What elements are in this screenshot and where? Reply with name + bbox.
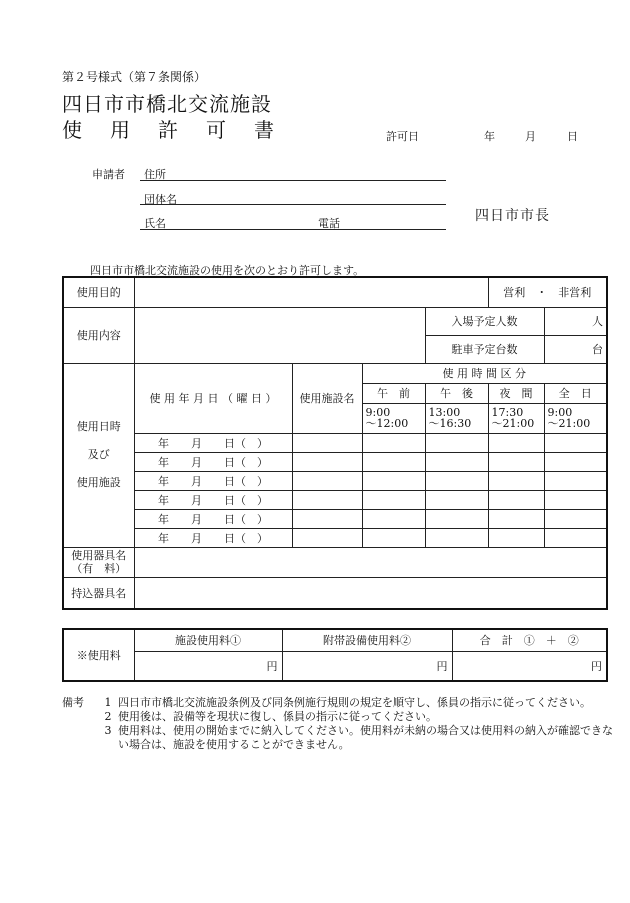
note-text: 使用後は、設備等を現状に復し、係員の指示に従ってください。 xyxy=(118,710,437,723)
slot-time xyxy=(488,403,544,433)
date-day-label: 日 xyxy=(567,130,578,143)
slot-cell[interactable] xyxy=(488,433,544,452)
parking-field[interactable] xyxy=(544,335,607,363)
permit-date-label: 許可日 xyxy=(386,130,419,143)
attendees-field[interactable] xyxy=(544,307,607,335)
date-row xyxy=(63,433,607,452)
slot-name: 夜 間 xyxy=(488,383,544,403)
title-char: 使 xyxy=(62,118,82,142)
fee-table xyxy=(62,628,608,682)
slot-cell[interactable] xyxy=(544,433,607,452)
applicant-label: 申請者 xyxy=(92,168,125,181)
date-cell[interactable]: 年 月 日（ ） xyxy=(134,433,292,452)
address-field[interactable] xyxy=(140,180,446,181)
datetime-label-line: 使用日時 xyxy=(76,420,121,433)
group-field[interactable] xyxy=(140,204,446,205)
slot-cell[interactable] xyxy=(362,528,425,547)
note-text: 四日市市橋北交流施設条例及び同条例施行規則の規定を順守し、係員の指示に従ってください。 xyxy=(118,696,591,709)
slot-cell[interactable] xyxy=(362,509,425,528)
facility-cell[interactable] xyxy=(292,471,362,490)
slot-cell[interactable] xyxy=(362,452,425,471)
date-cell[interactable]: 年 月 日（ ） xyxy=(134,528,292,547)
slot-cell[interactable] xyxy=(362,433,425,452)
slot-time xyxy=(544,403,607,433)
attendees-label: 入場予定人数 xyxy=(425,307,544,335)
date-year-label: 年 xyxy=(484,130,495,143)
slot-cell[interactable] xyxy=(425,471,488,490)
note-item xyxy=(62,696,622,710)
brought-field[interactable] xyxy=(134,577,607,609)
purpose-field[interactable] xyxy=(134,277,488,307)
equipment-label-line: 使用器具名 xyxy=(71,549,127,562)
notes xyxy=(62,696,622,752)
date-cell[interactable]: 年 月 日（ ） xyxy=(134,490,292,509)
date-row xyxy=(63,528,607,547)
purpose-label: 使用目的 xyxy=(63,277,134,307)
slot-name: 午 前 xyxy=(362,383,425,403)
yen-unit: 円 xyxy=(591,659,602,673)
slot-cell[interactable] xyxy=(362,471,425,490)
title-char: 許 xyxy=(158,118,178,142)
facility-cell[interactable] xyxy=(292,528,362,547)
brought-label: 持込器具名 xyxy=(63,577,134,609)
yen-unit: 円 xyxy=(436,659,448,673)
slot-start: 13:00 xyxy=(428,406,461,419)
slot-cell[interactable] xyxy=(425,528,488,547)
date-row xyxy=(63,452,607,471)
slot-start: 9:00 xyxy=(365,406,391,419)
note-number: 1 xyxy=(104,696,112,709)
facility-cell[interactable] xyxy=(292,509,362,528)
slot-cell[interactable] xyxy=(544,471,607,490)
slot-cell[interactable] xyxy=(544,528,607,547)
date-row xyxy=(63,490,607,509)
fee-label: ※使用料 xyxy=(63,629,134,681)
issuer: 四日市市長 xyxy=(475,208,550,224)
date-header: 使 用 年 月 日 （ 曜 日 ） xyxy=(134,363,292,433)
equipment-label xyxy=(63,547,134,577)
note-number: 2 xyxy=(104,710,112,723)
slot-cell[interactable] xyxy=(488,528,544,547)
slot-cell[interactable] xyxy=(425,509,488,528)
form-number: 第２号様式（第７条関係） xyxy=(62,70,207,84)
total-fee-label: 合 計 ① ＋ ② xyxy=(452,629,607,651)
facility-header: 使用施設名 xyxy=(292,363,362,433)
slot-start: 17:30 xyxy=(491,406,524,419)
notes-label: 備考 xyxy=(62,696,84,709)
title-char: 書 xyxy=(254,118,274,142)
slot-cell[interactable] xyxy=(425,490,488,509)
date-cell[interactable]: 年 月 日（ ） xyxy=(134,509,292,528)
slot-cell[interactable] xyxy=(544,509,607,528)
slot-cell[interactable] xyxy=(362,490,425,509)
slot-name: 全 日 xyxy=(544,383,607,403)
equipment-fee-label: 附帯設備使用料② xyxy=(282,629,452,651)
facility-fee-field[interactable] xyxy=(134,651,282,681)
name-label: 氏名 xyxy=(144,217,166,230)
phone-label: 電話 xyxy=(318,217,340,230)
slot-start: 9:00 xyxy=(547,406,573,419)
datetime-label xyxy=(63,363,134,547)
datetime-label-line: 使用施設 xyxy=(76,476,121,489)
slot-end: ～21:00 xyxy=(491,417,535,430)
slot-cell[interactable] xyxy=(425,433,488,452)
note-item xyxy=(62,710,622,724)
parking-label: 駐車予定台数 xyxy=(425,335,544,363)
slot-cell[interactable] xyxy=(488,452,544,471)
commercial-option[interactable]: 営利 ・ 非営利 xyxy=(488,277,607,307)
slot-cell[interactable] xyxy=(488,471,544,490)
slot-time xyxy=(362,403,425,433)
name-phone-field[interactable] xyxy=(140,229,446,230)
slot-cell[interactable] xyxy=(544,452,607,471)
permit-table xyxy=(62,276,608,610)
slot-cell[interactable] xyxy=(425,452,488,471)
slot-name: 午 後 xyxy=(425,383,488,403)
date-row xyxy=(63,471,607,490)
slot-end: ～21:00 xyxy=(547,417,591,430)
address-label: 住所 xyxy=(144,168,166,181)
slot-end: ～12:00 xyxy=(365,417,409,430)
date-row xyxy=(63,509,607,528)
content-label: 使用内容 xyxy=(63,307,134,363)
title-permit xyxy=(62,114,302,143)
equipment-label-line: （有 料） xyxy=(71,562,127,575)
group-label: 団体名 xyxy=(144,193,177,206)
facility-cell[interactable] xyxy=(292,433,362,452)
note-text: 使用料は、使用の開始までに納入してください。使用料が未納の場合又は使用料の納入が確認できない場合は、施設を使用することができません。 xyxy=(118,724,613,751)
title-char: 可 xyxy=(206,118,226,142)
attendees-unit: 人 xyxy=(592,315,603,328)
time-header: 使 用 時 間 区 分 xyxy=(362,363,607,383)
facility-cell[interactable] xyxy=(292,452,362,471)
slot-end: ～16:30 xyxy=(428,417,472,430)
title-char: 用 xyxy=(110,118,130,142)
slot-cell[interactable] xyxy=(544,490,607,509)
facility-cell[interactable] xyxy=(292,490,362,509)
facility-fee-label: 施設使用料① xyxy=(134,629,282,651)
date-cell[interactable]: 年 月 日（ ） xyxy=(134,452,292,471)
note-number: 3 xyxy=(104,724,112,737)
datetime-label-line: 及び xyxy=(87,448,110,461)
slot-cell[interactable] xyxy=(488,509,544,528)
intro-text: 四日市市橋北交流施設の使用を次のとおり許可します。 xyxy=(90,264,365,277)
equipment-field[interactable] xyxy=(134,547,607,577)
slot-cell[interactable] xyxy=(488,490,544,509)
parking-unit: 台 xyxy=(592,343,603,356)
note-item xyxy=(62,724,622,752)
yen-unit: 円 xyxy=(266,659,278,673)
title-facility: 四日市市橋北交流施設 xyxy=(62,92,272,116)
date-month-label: 月 xyxy=(525,130,536,143)
slot-time xyxy=(425,403,488,433)
equipment-fee-field[interactable] xyxy=(282,651,452,681)
content-field[interactable] xyxy=(134,307,425,363)
date-cell[interactable]: 年 月 日（ ） xyxy=(134,471,292,490)
total-fee-field[interactable] xyxy=(452,651,607,681)
